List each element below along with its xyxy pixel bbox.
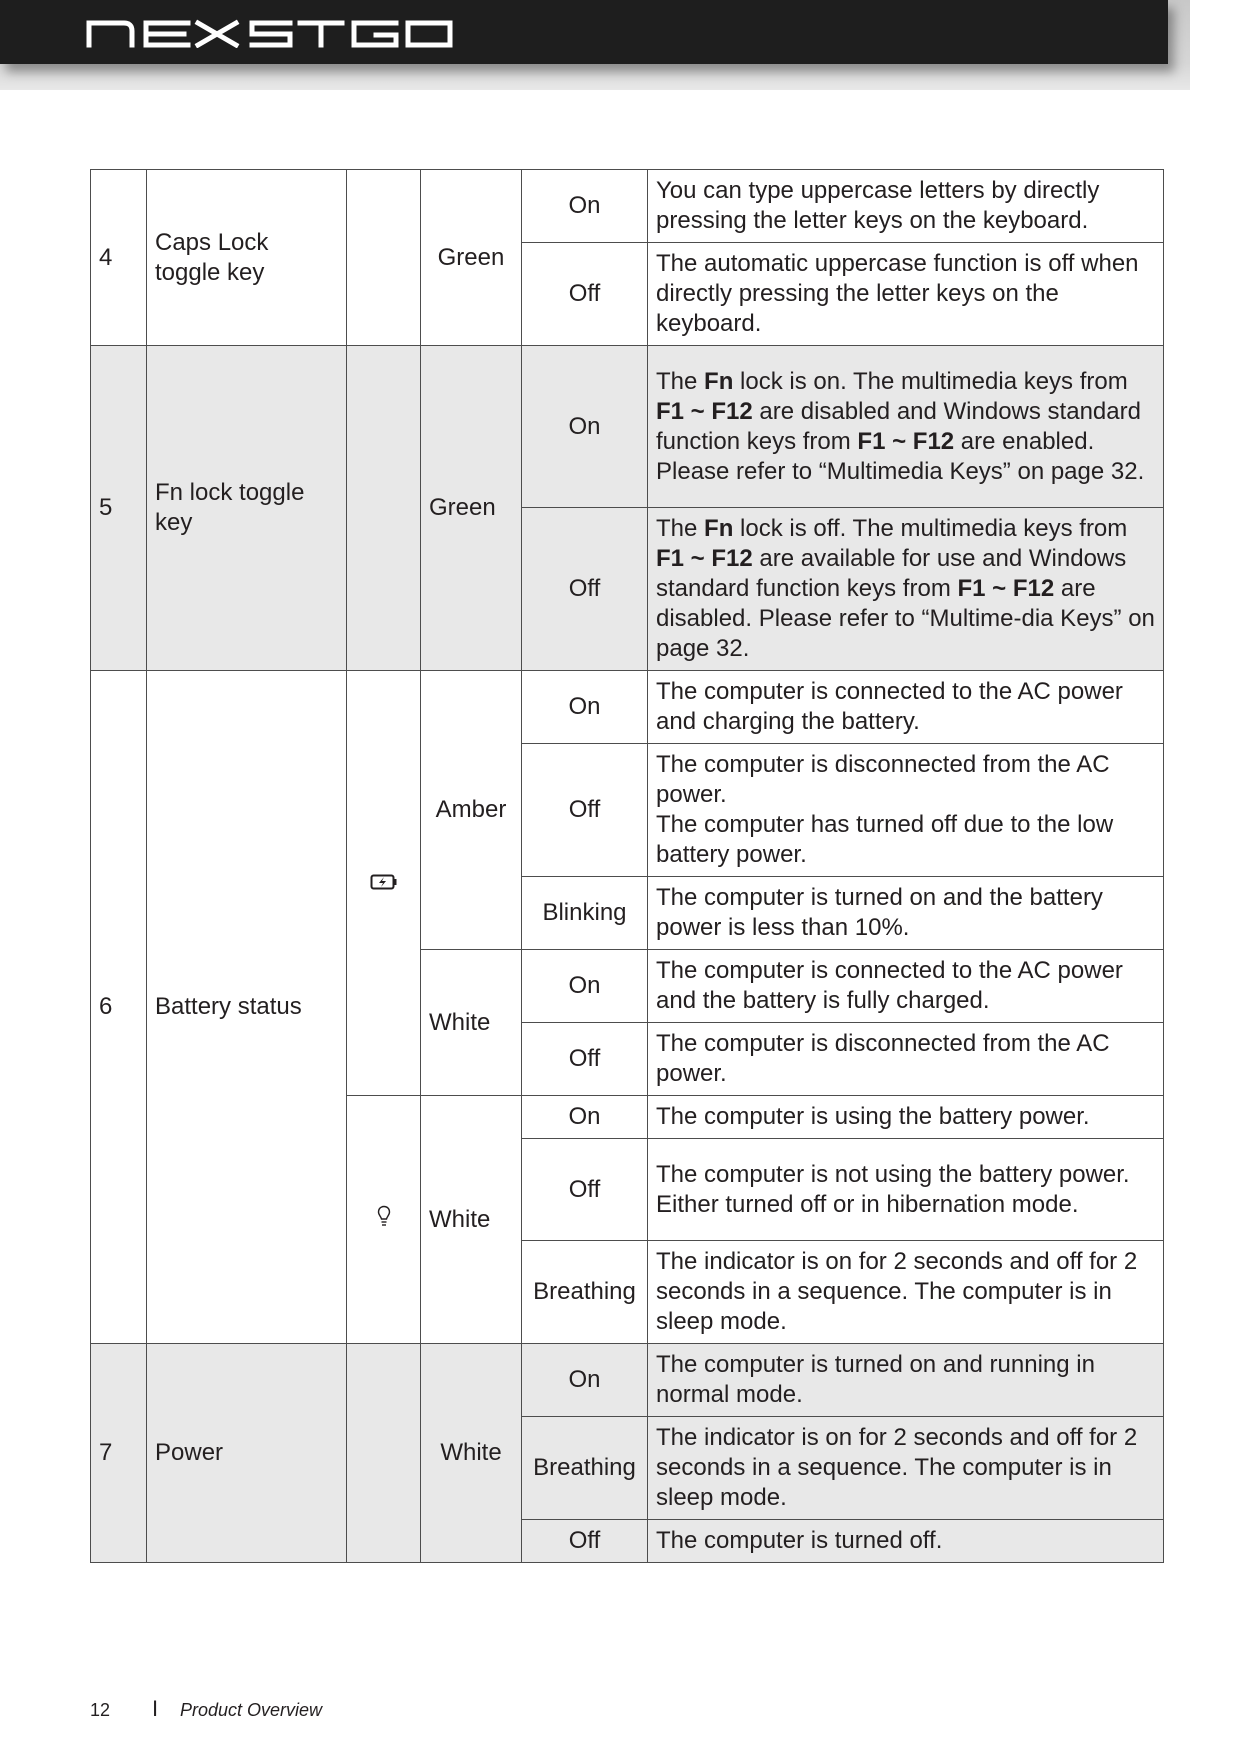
indicator-color: Green <box>421 346 522 671</box>
page-number: 12 <box>90 1700 111 1720</box>
indicator-state: Off <box>522 1023 648 1096</box>
state-description: The computer is turned off. <box>648 1520 1164 1563</box>
indicator-state: Off <box>522 744 648 877</box>
page-footer <box>90 1696 323 1721</box>
indicator-color: Green <box>421 170 522 346</box>
indicator-state: On <box>522 1096 648 1139</box>
led-indicator-table <box>90 169 1164 1563</box>
state-description: The Fn lock is on. The multimedia keys from F1 ~ F12 are disabled and Windows standard function keys from F1 ~ F12 are enabled. Please refer to “Multimedia Keys” on page 32. <box>648 346 1164 508</box>
indicator-state: Off <box>522 508 648 671</box>
indicator-state: On <box>522 170 648 243</box>
state-description: You can type uppercase letters by directly pressing the letter keys on the keyboard. <box>648 170 1164 243</box>
indicator-state: On <box>522 346 648 508</box>
indicator-name: Fn lock toggle key <box>147 346 347 671</box>
indicator-icon-cell <box>347 170 421 346</box>
row-number: 7 <box>91 1344 147 1563</box>
state-description: The computer is disconnected from the AC power. The computer has turned off due to the low battery power. <box>648 744 1164 877</box>
state-description: The indicator is on for 2 seconds and off for 2 seconds in a sequence. The computer is in sleep mode. <box>648 1417 1164 1520</box>
bulb-icon <box>377 1205 391 1227</box>
state-description: The indicator is on for 2 seconds and off for 2 seconds in a sequence. The computer is in sleep mode. <box>648 1241 1164 1344</box>
battery-charging-icon <box>370 874 398 890</box>
indicator-state: On <box>522 950 648 1023</box>
table-row <box>91 346 1164 508</box>
row-number: 5 <box>91 346 147 671</box>
indicator-icon-cell <box>347 1344 421 1563</box>
indicator-color: White <box>421 950 522 1096</box>
indicator-state: Breathing <box>522 1417 648 1520</box>
indicator-icon-cell <box>347 346 421 671</box>
indicator-icon-cell <box>347 671 421 1096</box>
state-description: The computer is turned on and the battery power is less than 10%. <box>648 877 1164 950</box>
nexstgo-logo <box>86 18 456 48</box>
indicator-name: Power <box>147 1344 347 1563</box>
section-title: Product Overview <box>180 1700 323 1720</box>
row-number: 6 <box>91 671 147 1344</box>
state-description: The computer is connected to the AC power and the battery is fully charged. <box>648 950 1164 1023</box>
indicator-state: Off <box>522 1520 648 1563</box>
indicator-color: White <box>421 1344 522 1563</box>
state-description: The computer is turned on and running in normal mode. <box>648 1344 1164 1417</box>
state-description: The Fn lock is off. The multimedia keys from F1 ~ F12 are available for use and Windows standard function keys from F1 ~ F12 are disabled. Please refer to “Multime-dia Keys” on page 32. <box>648 508 1164 671</box>
state-description: The computer is connected to the AC power and charging the battery. <box>648 671 1164 744</box>
footer-separator: I <box>152 1696 159 1721</box>
indicator-icon-cell <box>347 1096 421 1344</box>
state-description: The computer is using the battery power. <box>648 1096 1164 1139</box>
indicator-state: Blinking <box>522 877 648 950</box>
state-description: The computer is not using the battery power. Either turned off or in hibernation mode. <box>648 1139 1164 1241</box>
row-number: 4 <box>91 170 147 346</box>
page-header <box>0 0 1168 64</box>
indicator-state: Off <box>522 1139 648 1241</box>
indicator-state: On <box>522 1344 648 1417</box>
indicator-state: On <box>522 671 648 744</box>
state-description: The automatic uppercase function is off when directly pressing the letter keys on the keyboard. <box>648 243 1164 346</box>
indicator-name: Battery status <box>147 671 347 1344</box>
table-row <box>91 1344 1164 1417</box>
indicator-color: White <box>421 1096 522 1344</box>
state-description: The computer is disconnected from the AC power. <box>648 1023 1164 1096</box>
indicator-name: Caps Lock toggle key <box>147 170 347 346</box>
table-row <box>91 170 1164 243</box>
indicator-color: Amber <box>421 671 522 950</box>
table-row <box>91 671 1164 744</box>
indicator-state: Off <box>522 243 648 346</box>
indicator-state: Breathing <box>522 1241 648 1344</box>
